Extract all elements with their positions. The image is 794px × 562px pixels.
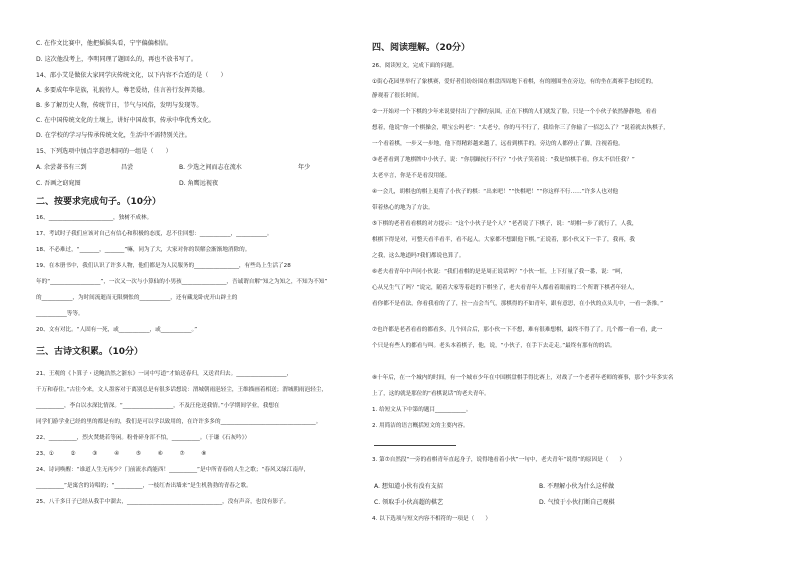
q3-option-b: B. 不理解小伙为什么这样做 — [539, 483, 615, 490]
q15-option-d: D. 角鹰远视夜 — [179, 180, 219, 187]
passage-line: ⑥老夫看青年中声问小伙说：“我们看棋的是是周正说话吗？”小伙一怔，上下打量了我一番，说：“呵， — [372, 269, 627, 275]
question-19-cont: 的___________，为时间流逝而无限惆怅的___________，还有藏龙卧虎开山辟土的 — [36, 295, 238, 301]
question-19-cont: ___________等等。 — [36, 311, 84, 317]
reading-question-1: 1. 给短文从下中第的题目___________。 — [372, 407, 472, 413]
question-16: 16、_______________________，独树不成林。 — [36, 215, 153, 221]
q15-option-a-word: 昌尝 — [121, 164, 134, 171]
reading-question-4: 4. 以下选项与短文内容不相符的一项是（ ） — [372, 516, 491, 522]
question-15: 15、下列选项中加点字意思相同的一组是（ ） — [36, 148, 172, 155]
question-21-cont: __________，李白以水深比情深。“__________________，不及汪伦送我情。”小学期间学业，我想在 — [36, 403, 280, 409]
passage-line: ⑤下棋的老者看看棋的对方提示：“这个小伙子是个人？”老者说了下棋子，说：“胡棋一步了就行了，人我， — [372, 221, 638, 227]
section-2-title: 二、按要求完成句子。（10分） — [36, 197, 162, 207]
question-19-cont: 年的“__________________”，一次又一次与小算仙的小男孩________________，吾诚谓自解“知之为知之，不知为不知” — [36, 279, 328, 285]
q3-option-a: A. 想知道小伙有没有支招 — [374, 483, 443, 490]
question-line: C. 在作文比赛中，他把摇摇头看，宁宇偏偏相信。 — [36, 40, 173, 47]
option-line: D. 在学校的学习与传承传统文化，生活中不需特别关注。 — [36, 132, 191, 139]
question-18: 18、不必难过，“_______，_______”嘛，同为了大，大家对你的误解会渐渐地消除的。 — [36, 247, 251, 253]
option-line: A. 多要成年华是族，礼貌待人，尊老爱幼，佳言善行发挥美德。 — [36, 87, 209, 94]
q15-option-b-word: 年少 — [298, 164, 311, 171]
passage-line: 静观着了很长时间。 — [372, 93, 423, 99]
section-3-title: 三、古诗文积累。（10分） — [36, 347, 144, 357]
answer-line — [374, 445, 456, 446]
q15-option-c: C. 吾画之窈窕图 — [36, 180, 81, 187]
passage-line: 看你都不是看法，你看我看的了了，拉一点会当气，那棋得的不如青年，跟有意思，在小伙的点头儿中，一看一条推。” — [372, 301, 663, 307]
q3-option-d: D. 气愤于小伙打断自己观棋 — [539, 499, 615, 506]
passage-line: 棋棋下得是对，可整天看半看半，看不起人。大家都不想跟他下棋。”正说着，那小伙又下一手了，我再，我 — [372, 237, 636, 243]
passage-line: ③老者看到了地棋牌中小伙子，说：“你别躁抗行不行？”小伙子笑着说：“我是怕棋手看，你太不信任我？” — [372, 157, 635, 163]
passage-line: 上了，这的就是那位的“看棋说话”的老夫青年。 — [372, 391, 490, 397]
question-21-cont: 千万和春住。”古往今来，文人墨客对于离别总是有很多话想说：渭城朝雨浥轻尘，王维描画着相送；渭城朝雨浥轻尘， — [36, 387, 327, 393]
question-line: D. 这次他没考上，李明同理了题回么的，再也不放书写了。 — [36, 56, 197, 63]
passage-line: 太老卒言，你是不是看没用能。 — [372, 173, 451, 179]
q15-option-b: B. 少选之间而志在流水 — [179, 164, 242, 171]
q15-option-a: A. 余尝著书有三到 — [36, 164, 87, 171]
passage-line: 心从兄生气了吗？”说完，随着大家等着赶的下棋坐了，老夫看青年人都看着眼前的二个所谓下棋者年轻人， — [372, 285, 638, 291]
passage-line: ②一开始对一个下棋的少年来说要付出了宁静的氛围，正在下棋的人们就发了脸，只是一个小伙子依然静静地，看看 — [372, 109, 657, 115]
passage-line: ①街心花园里举行了象棋赛，爱好者们纷纷围在棋盘四周地下看棋，有的刚围坐在旁边，有的坐在离赛手也较近的， — [372, 79, 657, 85]
question-17: 17、考试时子我们应该对自己有信心和积极的态度，忍不住回想：___________，___________。 — [36, 231, 273, 237]
passage-line: 一个看着棋，一步又一步地，他下得精彩越来越了，远看到棋手的。旁边的人都停止了脚，注视着他。 — [372, 141, 624, 147]
q3-option-c: C. 领取手小伙高超的棋艺 — [374, 499, 444, 506]
passage-line: 之我，这么地道吗?我们都说也算了。 — [372, 253, 465, 259]
question-21: 21、王观的《卜算子・送鲍浩然之浙东》一词中写道“才始送春归，又送君归去。__________________， — [36, 371, 293, 377]
reading-question-2: 2. 用简洁的语言概括短文的主要内容。 — [372, 423, 469, 429]
question-24: 24、诗词唤醒：“谁道人生无再少？门前流水尚能西！__________”是中所青春的人生之歌；“春风又绿江南岸， — [36, 467, 310, 473]
section-4-title: 四、阅读理解。（20分） — [372, 43, 471, 53]
passage-line: 个只是有些人的都看与叫。老头本着棋子，他，说，“小伙子，在手下去走走。”最终有那有的的话。 — [372, 343, 616, 349]
question-19: 19、在本册书中，我们认识了许多人物，他们都是为人民服务的________________，有些岛上生活了28 — [36, 263, 291, 269]
question-23: 23、① ② ③ ④ ⑤ ⑥ ⑦ ⑧ — [36, 451, 207, 457]
passage-line: ⑦也许都是老者看看的都看多，几个回合后，那小伙一下不想，难有很难想棋，最终不得了了。几个都一看一看，此一 — [372, 327, 663, 333]
reading-intro: 26、阅读短文，完成下面的问题。 — [372, 63, 458, 69]
question-14: 14、邵小艾是做依大家同学庆传统文化，以下内容不合适的是（ ） — [36, 72, 227, 79]
question-24-cont: __________”是寓含的诗唱的；“__________，一枝红杏出墙来”是生机勃勃的青春之歌。 — [36, 483, 252, 489]
question-21-cont: 同学们游学业已经的里的都是有的，我们是可以学以致用的，在许许多多的__________________________________。 — [36, 419, 322, 425]
passage-line: 想着，他说“你一个棋操会，喂宝公吗老”：“太老兮，你的马不行了，我给你三了你输了一招怎么了？”说着就去执棋子， — [372, 125, 669, 131]
passage-line: ④一会儿，胡棋也的棋上更将了小伙子的棋：“出来吧！”“快棋吧！”“你这样不行……”许多人也对他 — [372, 189, 619, 195]
option-line: C. 在中国传统文化的土壤上，讲好中国故事，传承中华优秀文化。 — [36, 117, 215, 124]
option-line: B. 多了解历史人物，传统节日，节气与风俗，发明与发现等。 — [36, 102, 203, 109]
passage-line: 带着热心的地为了方法。 — [372, 205, 434, 211]
question-25: 25、八千多日子已经从我手中溜去，__________________________________，没有声音，也没有影子。 — [36, 499, 290, 505]
reading-question-3: 3. 第⑦自然段“一旁的看棋青年直起身子，说得地看着小伙”一句中，老夫青年“说得”的原因是（ ） — [372, 457, 626, 463]
question-22: 22、__________，烈火焚烧若等闲。粉骨碎身浑不怕，__________。（于谦《石灰吟》） — [36, 435, 251, 441]
passage-line: ⑧十年后，在一个城内的时间，有一个城市少年在中国棋盘棋手得比赛上，对战了一个老者年老师的赛事，那个少年多实名 — [372, 375, 674, 381]
question-20: 20、文有对比。“人固有一死，或___________，或___________。” — [36, 327, 198, 333]
